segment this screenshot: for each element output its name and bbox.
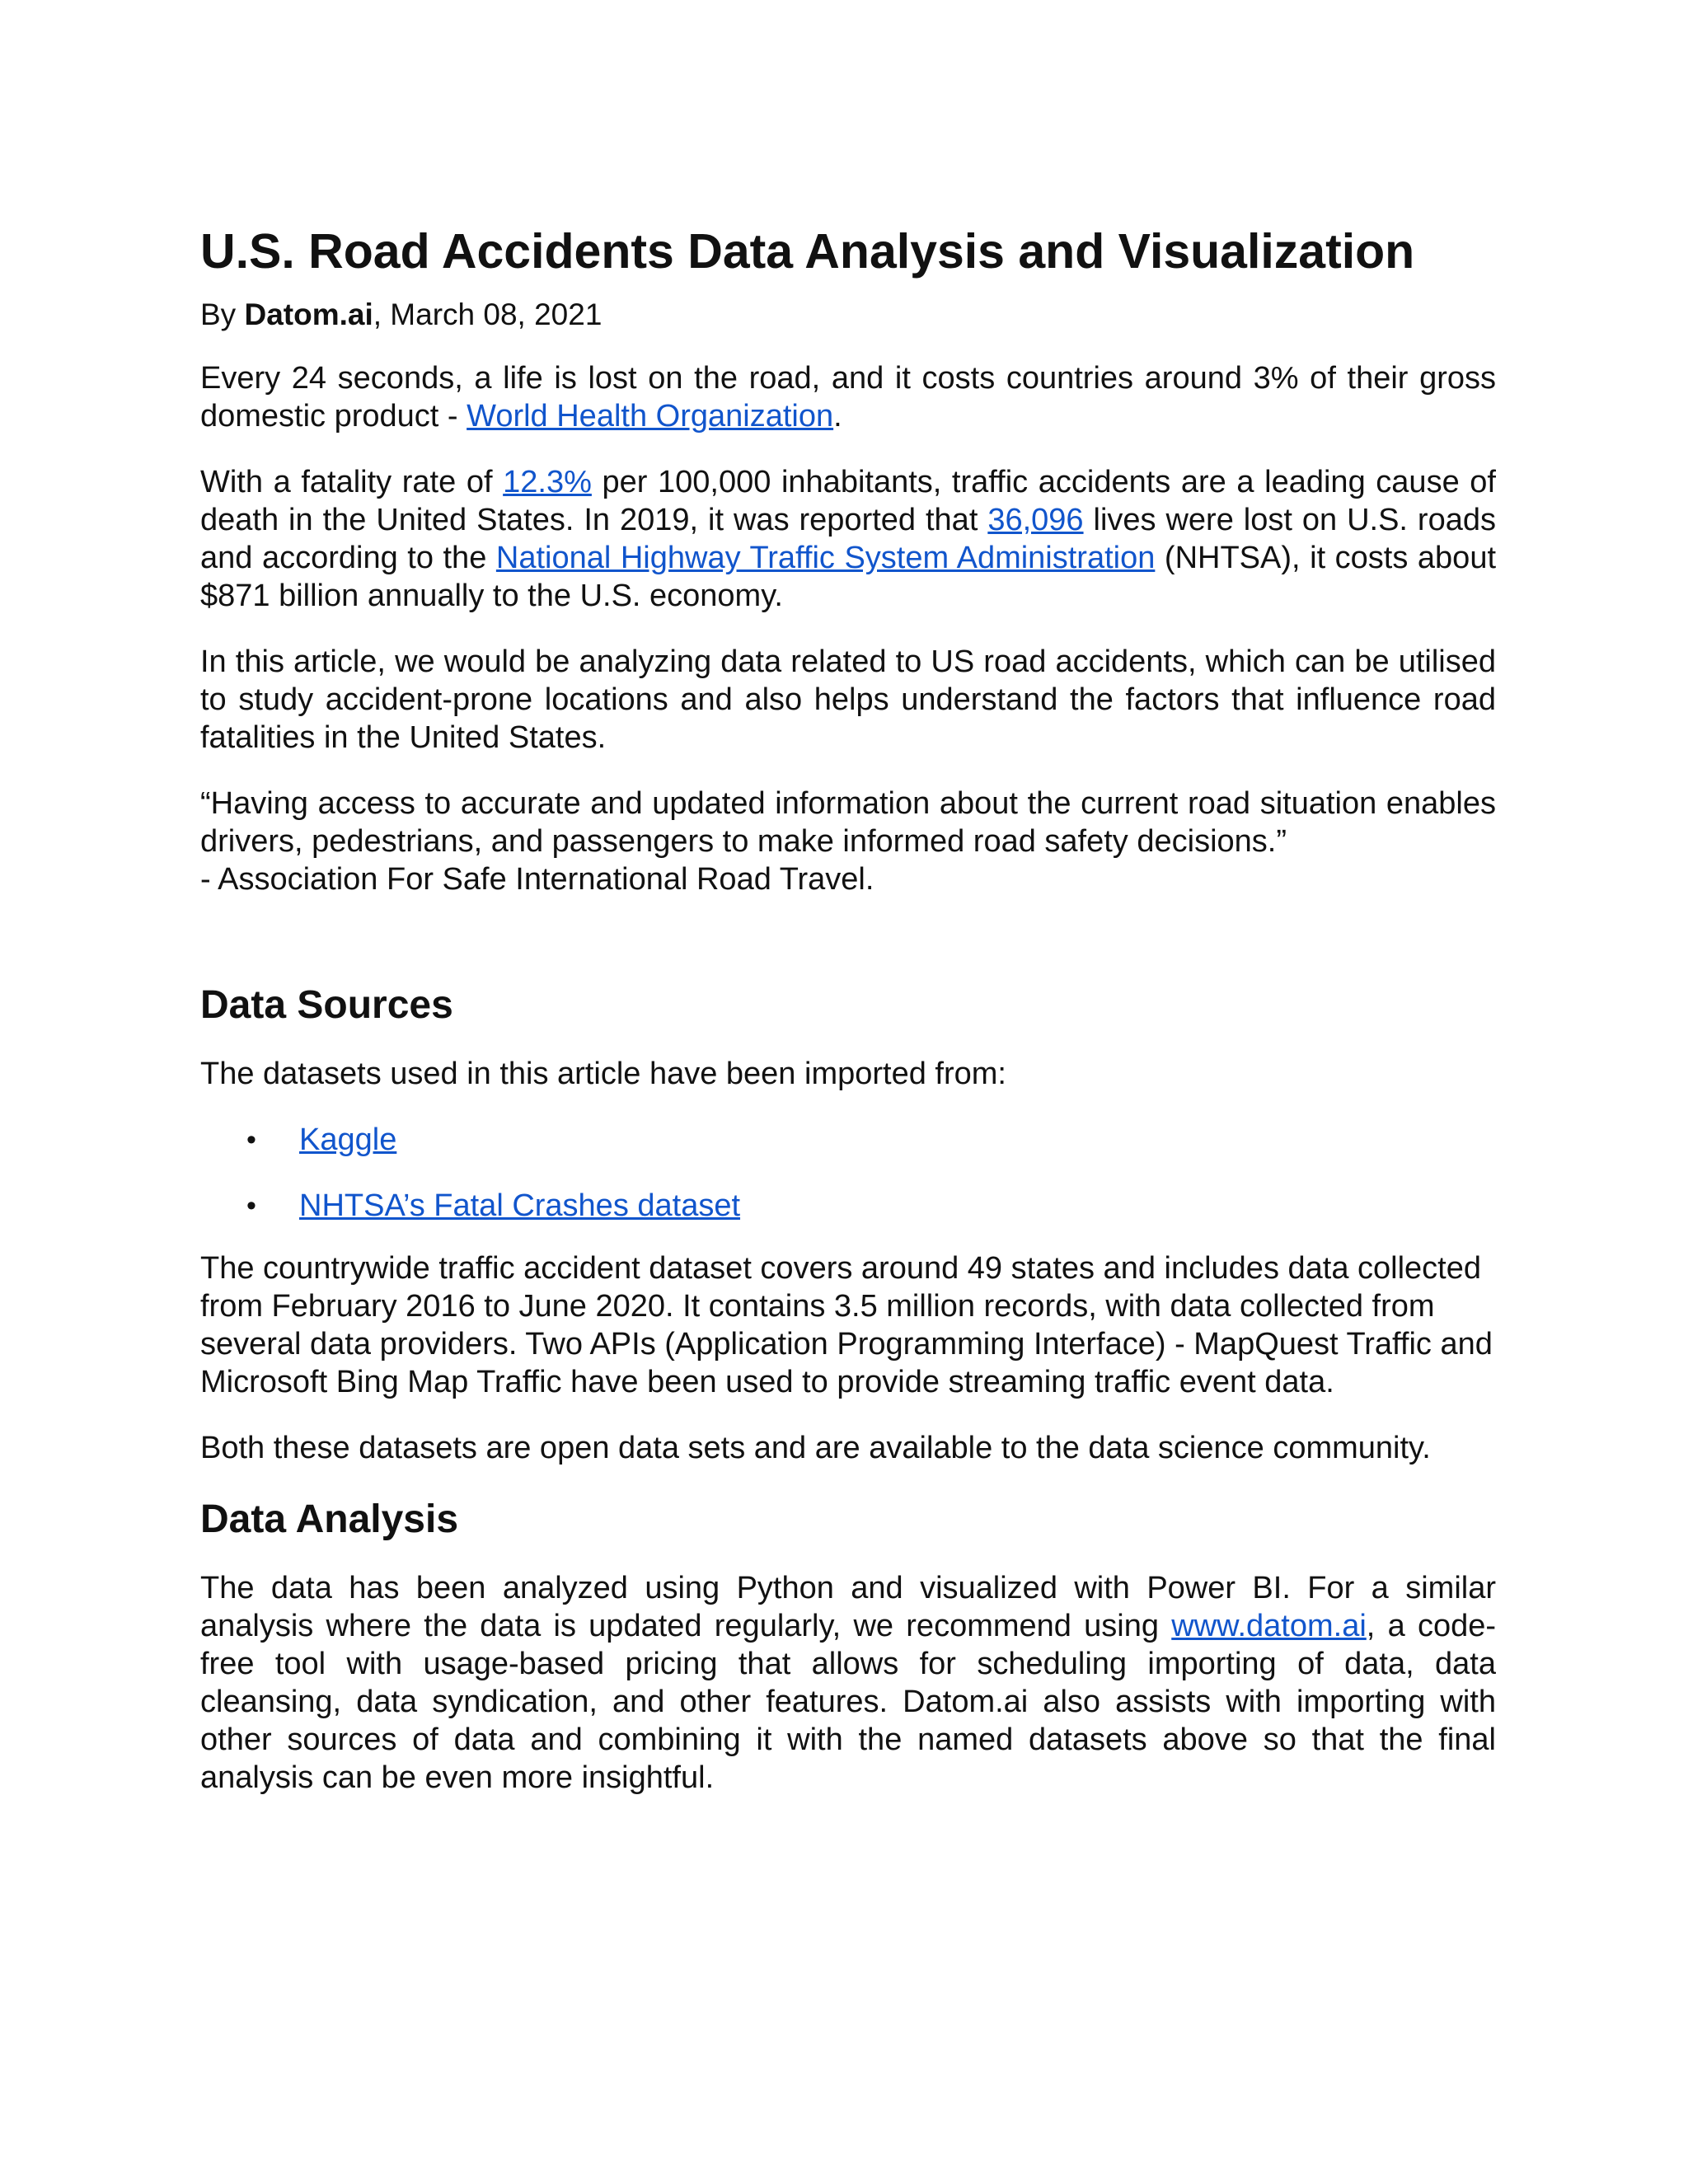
byline: [200, 295, 1496, 335]
list-item: [200, 1187, 1496, 1225]
analysis-text-1: The data has been analyzed using Python and visualized with Power BI. For a similar analysis where the data is updated regularly, we recommend using: [200, 1571, 1496, 1643]
byline-date: , March 08, 2021: [373, 298, 603, 331]
nhtsa-dataset-link[interactable]: NHTSA’s Fatal Crashes dataset: [299, 1188, 741, 1223]
list-item: [200, 1121, 1496, 1159]
analysis-text-2: , a code-free tool with usage-based pricing that allows for scheduling importing of data, data cleansing, data syndication, and other features. Datom.ai also assists with importing with other sources of data and combining it with the named datasets above so that the final analysis can be even more insightful.: [200, 1609, 1496, 1795]
intro-text-end: .: [833, 399, 842, 434]
data-sources-list: [200, 1121, 1496, 1225]
fatality-paragraph: [200, 463, 1496, 615]
fatality-text-4: (NHTSA), it costs about $871 billion annually to the U.S. economy.: [200, 541, 1497, 613]
data-analysis-paragraph: [200, 1569, 1496, 1797]
bullet-icon: •: [246, 1190, 256, 1221]
datom-link[interactable]: www.datom.ai: [1171, 1609, 1367, 1643]
fatality-rate-link[interactable]: 12.3%: [503, 465, 592, 499]
kaggle-link[interactable]: Kaggle: [299, 1122, 397, 1157]
fatality-text-2: per 100,000 inhabitants, traffic accidents are a leading cause of death in the United States. In 2019, it was reported that: [200, 465, 1496, 537]
nhtsa-link[interactable]: National Highway Traffic System Administration: [495, 541, 1156, 575]
byline-prefix: By: [200, 298, 245, 331]
article-purpose-paragraph: In this article, we would be analyzing data related to US road accidents, which can be utilised to study accident-prone locations and also helps understand the factors that influence road fatalities in the United States.: [200, 644, 1496, 755]
article: [200, 223, 1496, 1825]
data-sources-intro: The datasets used in this article have been imported from:: [200, 1057, 1006, 1091]
lives-lost-link[interactable]: 36,096: [987, 503, 1084, 537]
data-sources-heading: Data Sources: [200, 983, 453, 1027]
quote-paragraph: [200, 785, 1496, 898]
data-analysis-heading: Data Analysis: [200, 1497, 459, 1541]
quote-attribution: - Association For Safe International Road Travel.: [200, 862, 874, 897]
dataset-description-paragraph: The countrywide traffic accident dataset covers around 49 states and includes data collected from February 2016 to June 2020. It contains 3.5 million records, with data collected from several data providers. Two APIs (Application Programming Interface) - MapQuest Traffic and Microsoft Bing Map Traffic have been used to provide streaming traffic event data.: [200, 1251, 1493, 1399]
fatality-text-1: With a fatality rate of: [200, 465, 504, 499]
intro-paragraph: [200, 359, 1496, 435]
who-link[interactable]: World Health Organization: [467, 399, 834, 434]
intro-text: Every 24 seconds, a life is lost on the road, and it costs countries around 3% of their gross domestic product -: [200, 361, 1496, 434]
quote-text: “Having access to accurate and updated information about the current road situation enables drivers, pedestrians, and passengers to make informed road safety decisions.”: [200, 786, 1496, 859]
article-title: U.S. Road Accidents Data Analysis and Visualization: [200, 224, 1415, 279]
byline-author: Datom.ai: [244, 298, 373, 331]
fatality-text-3: lives were lost on U.S. roads and according to the: [200, 503, 1496, 575]
open-data-paragraph: Both these datasets are open data sets and are available to the data science community.: [200, 1431, 1431, 1465]
bullet-icon: •: [246, 1124, 256, 1155]
